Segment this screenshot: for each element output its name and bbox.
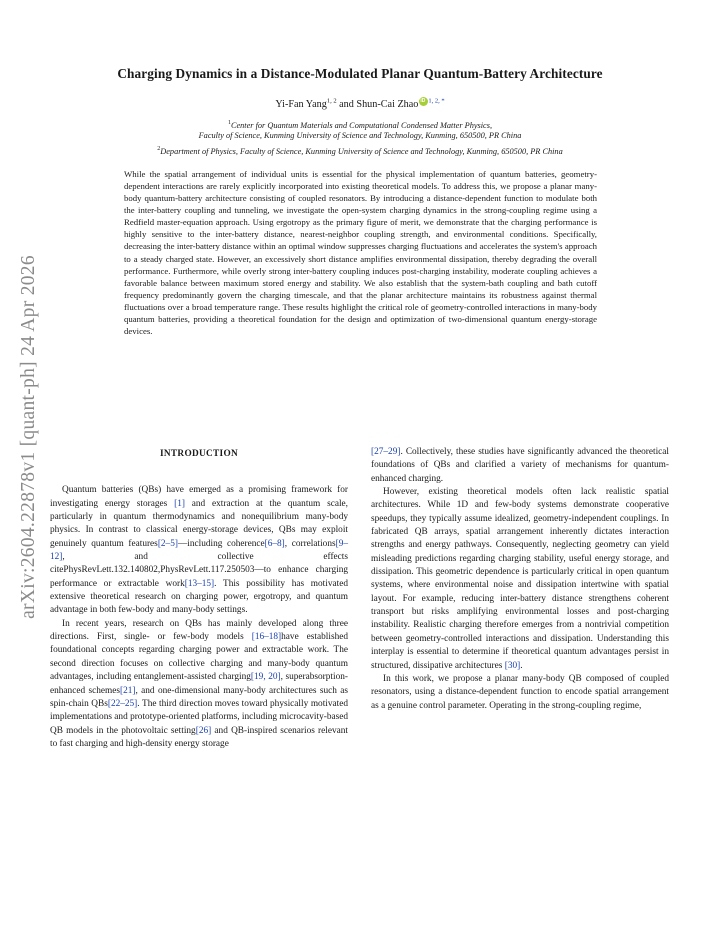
author-conjunction: and [339,99,354,110]
affiliation-mark: 1 [227,120,231,126]
paragraph: In recent years, research on QBs has mainly developed along three directions. First, single- or few-body models [16–18]have established foundational concepts regarding charging power and extractable work. The second direction focuses on collective charging and many-body quantum advantages, including entanglement-assisted charging[19, 20], superabsorption-enhanced schemes[21], and one-dimensional many-body architectures such as spin-chain QBs[22–25]. The third direction moves toward physically motivated implementations and prototype-oriented platforms, including microcavity-based QB models in the photovoltaic setting[26] and QB-inspired scenarios relevant to fast charging and high-density energy storage [50,618,348,749]
paragraph: However, existing theoretical models often lack realistic spatial architectures. While 1D and few-body systems demonstrate cooperative speedups, they typically assume idealized, geometry-independent couplings. In fabricated QB arrays, spatial arrangement inherently dictates interaction strengths and energy pathways. Consequently, neglecting geometry can yield misleading predictions regarding charging stability, useful energy storage, and dissipation. This geometric dependence is particularly critical in open quantum systems, where environmental noise and dissipation intertwine with spatial layout. For example, reducing inter-battery distance strengthens coherent transport but risks amplifying environmental losses and post-charging instability. Realistic charging therefore emerges from a nontrivial competition between geometry-controlled interactions and dissipation. Understanding this interplay is essential to determine if theoretical quantum advantages persist in structured, dissipative architectures [30]. [371,487,669,671]
author-line [0,97,720,110]
abstract: While the spatial arrangement of individual units is essential for the physical implementation of quantum batteries, geometry-dependent interactions are rarely explicitly incorporated into existing theoretical models. To address this, we propose a planar many-body quantum-battery architecture consisting of coupled resonators. By introducing a distance-dependent function to modulate both the inter-battery coupling and tunneling, we investigate the open-system charging dynamics in the strong-coupling regime using a Redfield master-equation approach. Using ergotropy as the primary figure of merit, we demonstrate that the charging performance is highly sensitive to the inter-battery distance, nearest-neighbor coupling strength, and environmental conditions. Specifically, decreasing the inter-battery distance within an optimal window suppresses charging fluctuations and accelerates the system's approach to a steady charged state. However, an excessively short distance amplifies environmental dissipation, thereby degrading the overall performance. Furthermore, while overly strong inter-battery coupling induces post-charging instability, moderate coupling achieves a favorable balance between maximum stored energy and stability. We also establish that the system-bath coupling and bath cutoff frequency predominantly govern the charging timescale, and that the planar architecture maintains its robustness against thermal fluctuations over a broad temperature range. These results highlight the critical role of geometry-controlled interactions in many-body quantum batteries, providing a theoretical foundation for the design and optimization of two-dimensional quantum energy-storage devices. [124,169,597,337]
paragraph-continued: [27–29]. Collectively, these studies have significantly advanced the theoretical foundations of QBs and clarified a variety of mechanisms for quantum-enhanced charging. [371,447,669,484]
citation-link[interactable]: [1] [174,498,185,509]
author-affiliation-mark: 1, 2 [326,97,337,105]
citation-link[interactable]: [22–25] [107,698,138,709]
author-name: Shun-Cai Zhao [356,99,419,110]
author-name: Yi-Fan Yang [275,99,327,110]
section-heading-introduction: INTRODUCTION [160,449,238,459]
left-column [50,446,348,751]
arxiv-identifier [4,245,54,630]
citation-link[interactable]: [6–8] [264,538,285,549]
citation-link[interactable]: [9–12] [50,538,348,563]
affiliation-text: Center for Quantum Materials and Computational Condensed Matter Physics, [230,120,493,130]
citation-link[interactable]: [27–29] [371,447,401,457]
affiliation-1-line-2: Faculty of Science, Kunming University of Science and Technology, Kunming, 650500, PR China [198,131,522,140]
paper-title: Charging Dynamics in a Distance-Modulated Planar Quantum-Battery Architecture [117,66,603,81]
affiliation-2 [0,143,720,158]
citation-link[interactable]: [13–15] [184,578,215,589]
citation-link[interactable]: [19, 20] [250,672,281,683]
arxiv-identifier-text: arXiv:2604.22878v1 [quant-ph] 24 Apr 2026 [18,255,39,619]
paragraph: In this work, we propose a planar many-body QB composed of coupled resonators, using a distance-dependent function to encode spatial arrangement as a genuine control parameter. Operating in the strong-coupling regime, [371,673,669,711]
affiliation-text: Department of Physics, Faculty of Science, Kunming University of Science and Technology, Kunming, 650500, PR China [160,146,563,156]
right-column [371,446,669,713]
citation-link[interactable]: [26] [195,725,212,736]
citation-link[interactable]: [16–18] [251,632,282,643]
citation-link[interactable]: [2–5] [157,538,178,549]
citation-link[interactable]: [30] [504,660,521,671]
affiliation-mark: 2 [157,146,161,152]
paragraph: Quantum batteries (QBs) have emerged as a promising framework for investigating energy storages [1] and extraction at the quantum scale, particularly in quantum thermodynamics and nonequilibrium many-body physics. In contrast to classical energy-storage devices, QBs may exploit genuinely quantum features[2–5]—including coherence[6–8], correlations[9–12], and collective effects citePhysRevLett.132.140802,PhysRevLett.117.250503—to enhance charging performance or extractable work[13–15]. This possibility has motivated extensive theoretical research on charging power, ergotropy, and quantum advantage in both few-body and many-body settings. [50,485,349,616]
author-affiliation-mark[interactable]: 1, 2, * [428,97,445,105]
citation-link[interactable]: [21] [119,685,136,696]
